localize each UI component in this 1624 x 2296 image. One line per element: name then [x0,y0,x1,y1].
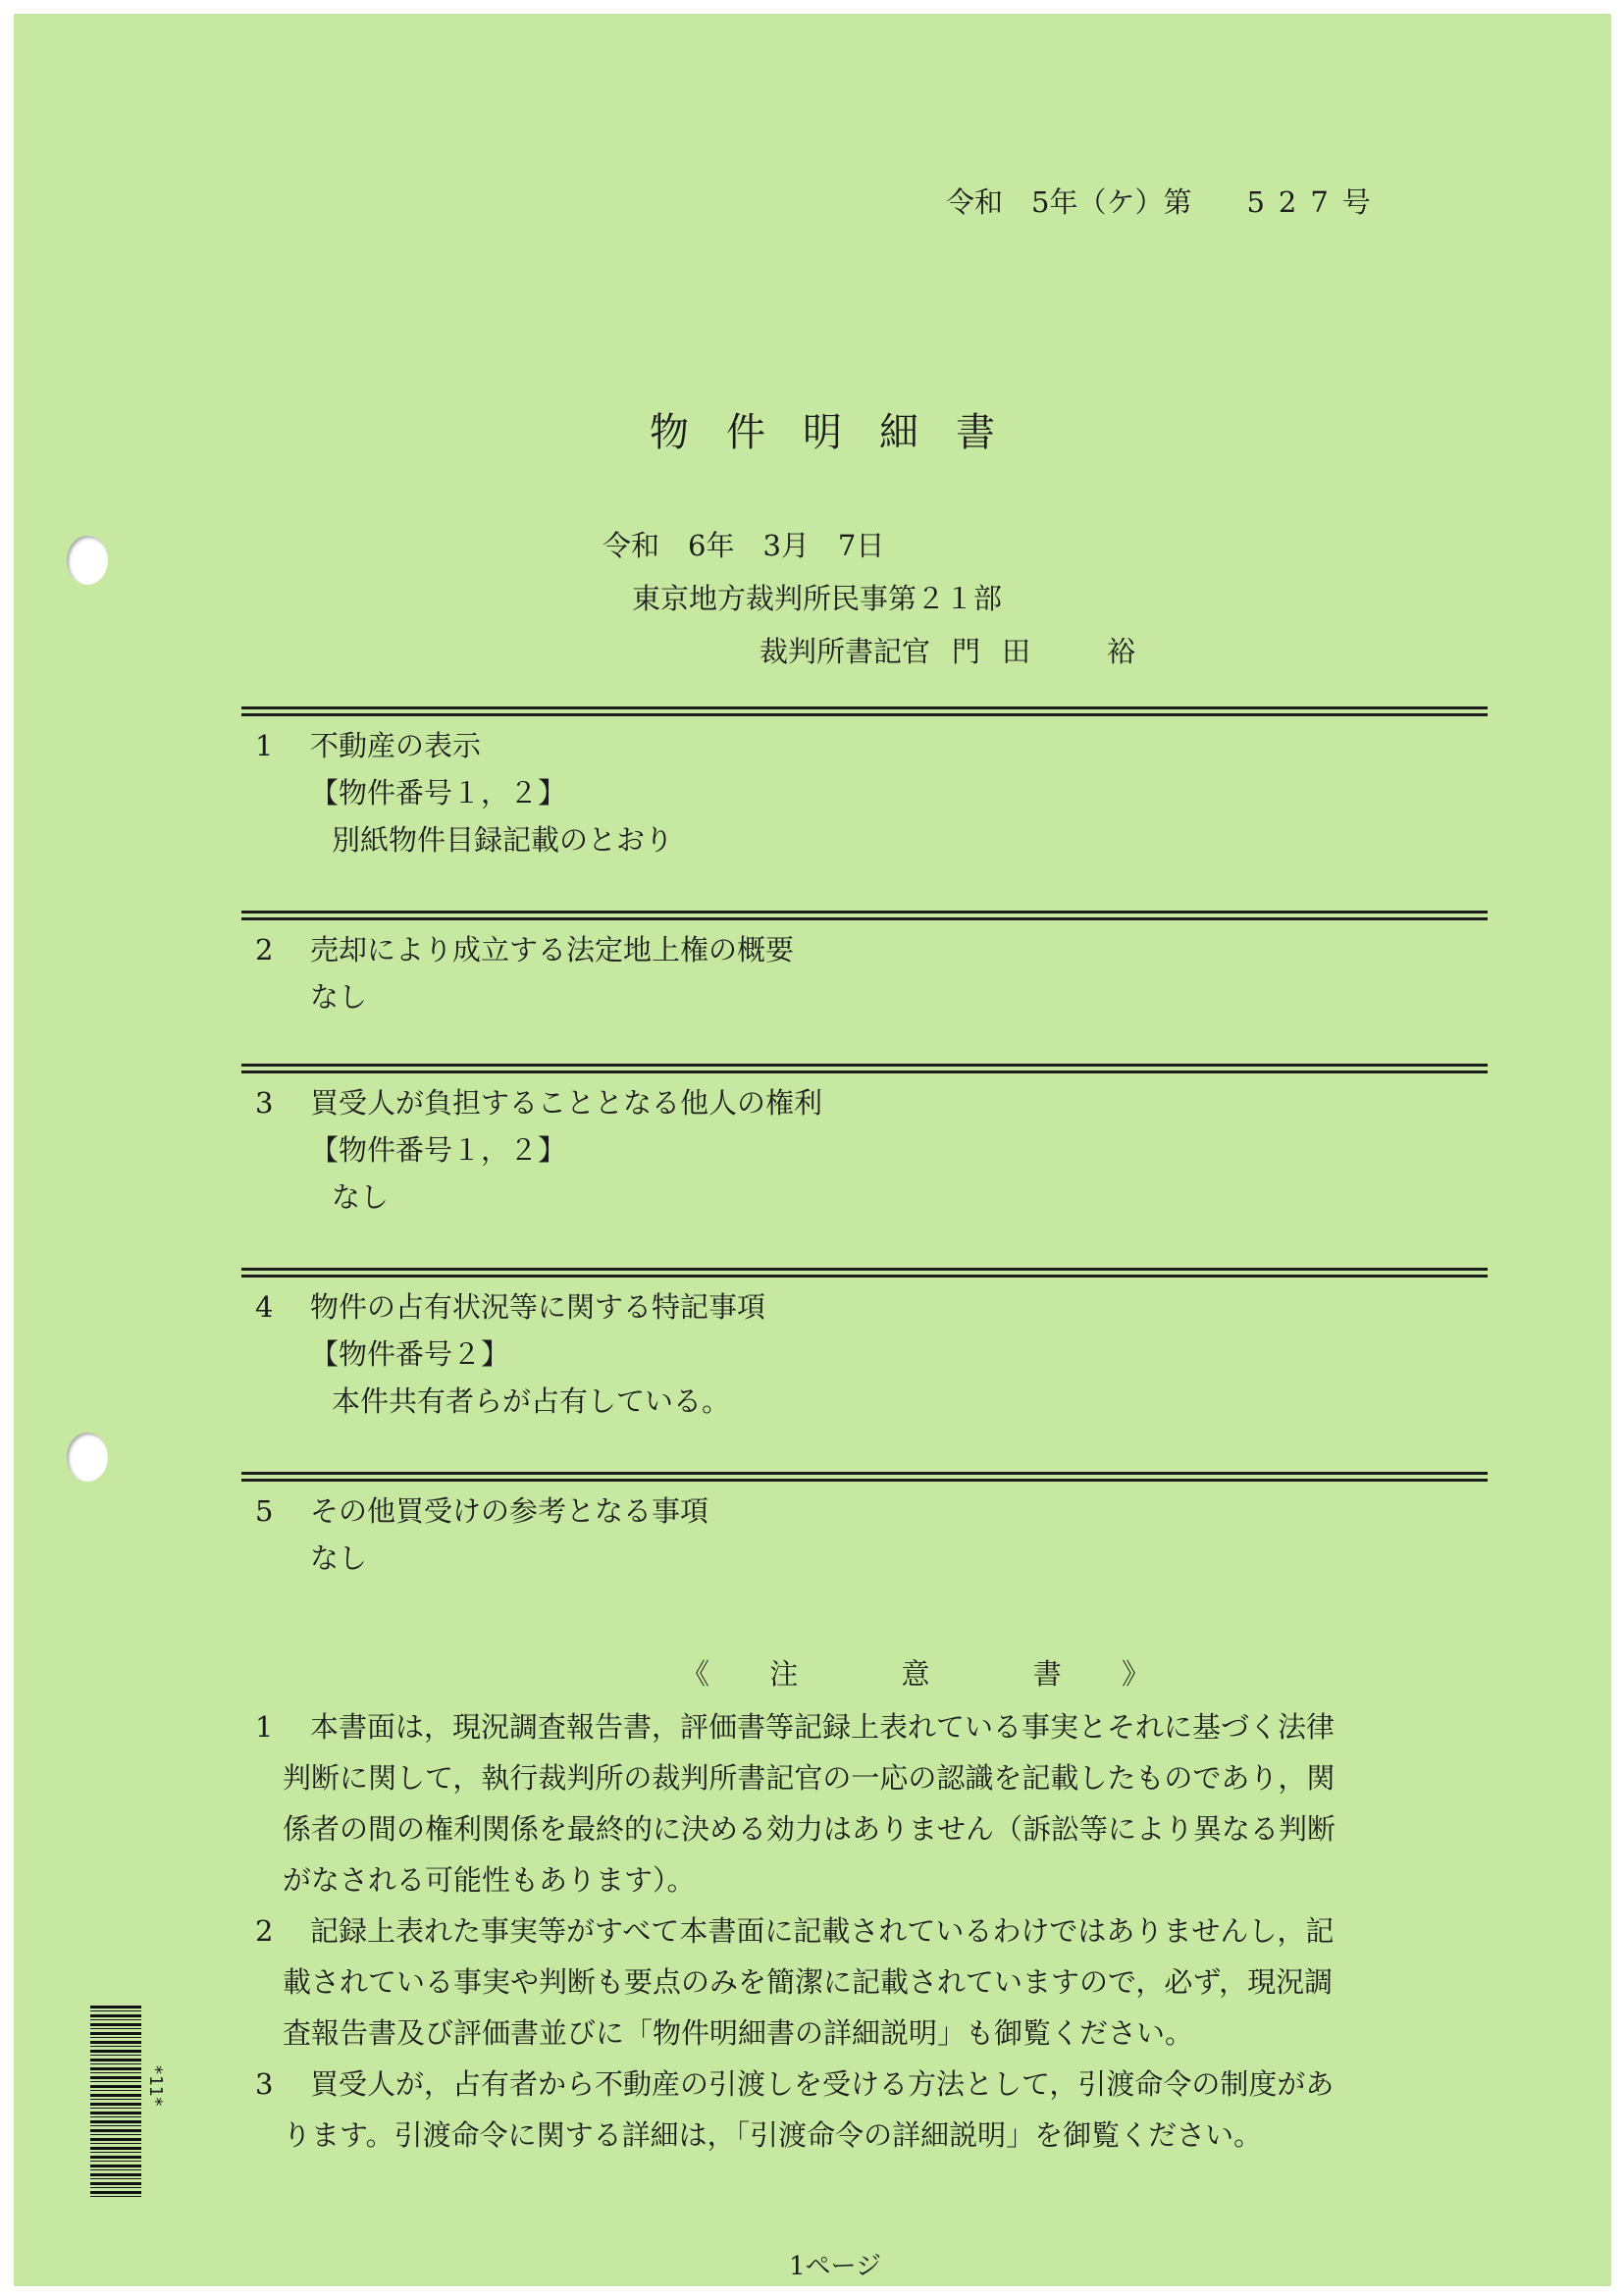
section-line: 別紙物件目録記載のとおり [332,823,674,857]
case-prefix: 令和 5年（ケ）第 [946,185,1192,219]
issue-date: 令和 6年 3月 7日 [602,529,885,562]
document-title: 物件明細書 [650,410,1032,455]
notice-line [255,1701,1462,1752]
notice-line: がなされる可能性もあります）。 [283,1863,696,1897]
notice-title-char: 書 [1032,1657,1066,1691]
notice-item-3 [255,2059,1462,2161]
section-title: 買受人が負担することとなる他人の権利 [310,1086,823,1120]
section-line: 【物件番号２】 [310,1337,510,1371]
notice-item-number: 3 [255,2067,274,2101]
case-number-line [946,183,1385,222]
section-divider [241,1268,1488,1278]
section-line: 本件共有者らが占有している。 [332,1384,731,1418]
section-title: その他買受けの参考となる事項 [310,1494,709,1528]
notice-bracket-open: 《 [681,1657,714,1691]
barcode [90,2006,141,2198]
notice-text: 本書面は，現況調査報告書，評価書等記録上表れている事実とそれに基づく法律 [310,1710,1336,1744]
section-title: 不動産の表示 [310,729,482,762]
section-divider [241,706,1488,716]
page-number: 1ページ [789,2252,882,2281]
section-divider [241,1472,1488,1482]
section-title: 売却により成立する法定地上権の概要 [310,933,795,966]
notice-item-number: 2 [255,1914,274,1948]
notice-line: ります。引渡命令に関する詳細は，「引渡命令の詳細説明」を御覧ください。 [283,2118,1263,2152]
notice-text: 買受人が，占有者から不動産の引渡しを受ける方法として，引渡命令の制度があ [310,2067,1335,2101]
section-title: 物件の占有状況等に関する特記事項 [310,1290,766,1324]
clerk-line [760,632,1135,671]
clerk-surname: 門田 [952,635,1053,668]
section-1 [241,706,1488,863]
notice-line [255,1905,1462,1957]
notice-line [255,2059,1462,2110]
section-number: 5 [255,1494,274,1528]
section-heading [255,722,1488,769]
notice-item-number: 1 [255,1710,274,1744]
punch-hole-upper [67,536,108,585]
section-heading [255,926,1488,973]
notice-item-2 [255,1905,1462,2059]
court-name: 東京地方裁判所民事第２１部 [632,582,1003,615]
section-number: 4 [255,1290,274,1324]
punch-hole-lower [67,1433,108,1482]
section-heading [255,1487,1488,1535]
document-sheet [14,14,1611,2286]
section-3 [241,1064,1488,1221]
section-number: 2 [255,933,274,966]
section-line: なし [332,1180,390,1214]
section-divider [241,1064,1488,1073]
notice-line: 査報告書及び評価書並びに「物件明細書の詳細説明」も御覧ください。 [283,2016,1194,2050]
notice-item-1 [255,1701,1462,1905]
section-2 [241,911,1488,1020]
clerk-given-name: 裕 [1107,635,1136,668]
notice-title-char: 意 [901,1657,934,1691]
section-heading [255,1283,1488,1331]
barcode-text: *11* [145,2064,166,2108]
notice-bracket-close: 》 [1121,1657,1154,1691]
notice-line: 載されている事実や判断も要点のみを簡潔に記載されていますので，必ず，現況調 [283,1965,1334,1999]
case-number: 527号 [1246,185,1385,219]
section-line: 【物件番号１，２】 [310,776,567,809]
section-4 [241,1268,1488,1425]
notice-line: 係者の間の権利関係を最終的に決める効力はありません（訴訟等により異なる判断 [283,1812,1336,1846]
notice-title [681,1654,1154,1694]
section-5 [241,1472,1488,1582]
section-divider [241,911,1488,920]
section-line: なし [310,980,368,1014]
clerk-role: 裁判所書記官 [760,635,931,668]
section-heading [255,1079,1488,1126]
notice-body [255,1701,1462,2161]
notice-line: 判断に関して，執行裁判所の裁判所書記官の一応の認識を記載したものであり，関 [283,1761,1336,1795]
notice-title-char: 注 [769,1657,803,1691]
notice-text: 記録上表れた事実等がすべて本書面に記載されているわけではありませんし，記 [310,1914,1335,1948]
section-number: 3 [255,1086,274,1120]
section-number: 1 [255,729,274,762]
section-line: なし [310,1541,368,1575]
section-line: 【物件番号１，２】 [310,1133,567,1167]
